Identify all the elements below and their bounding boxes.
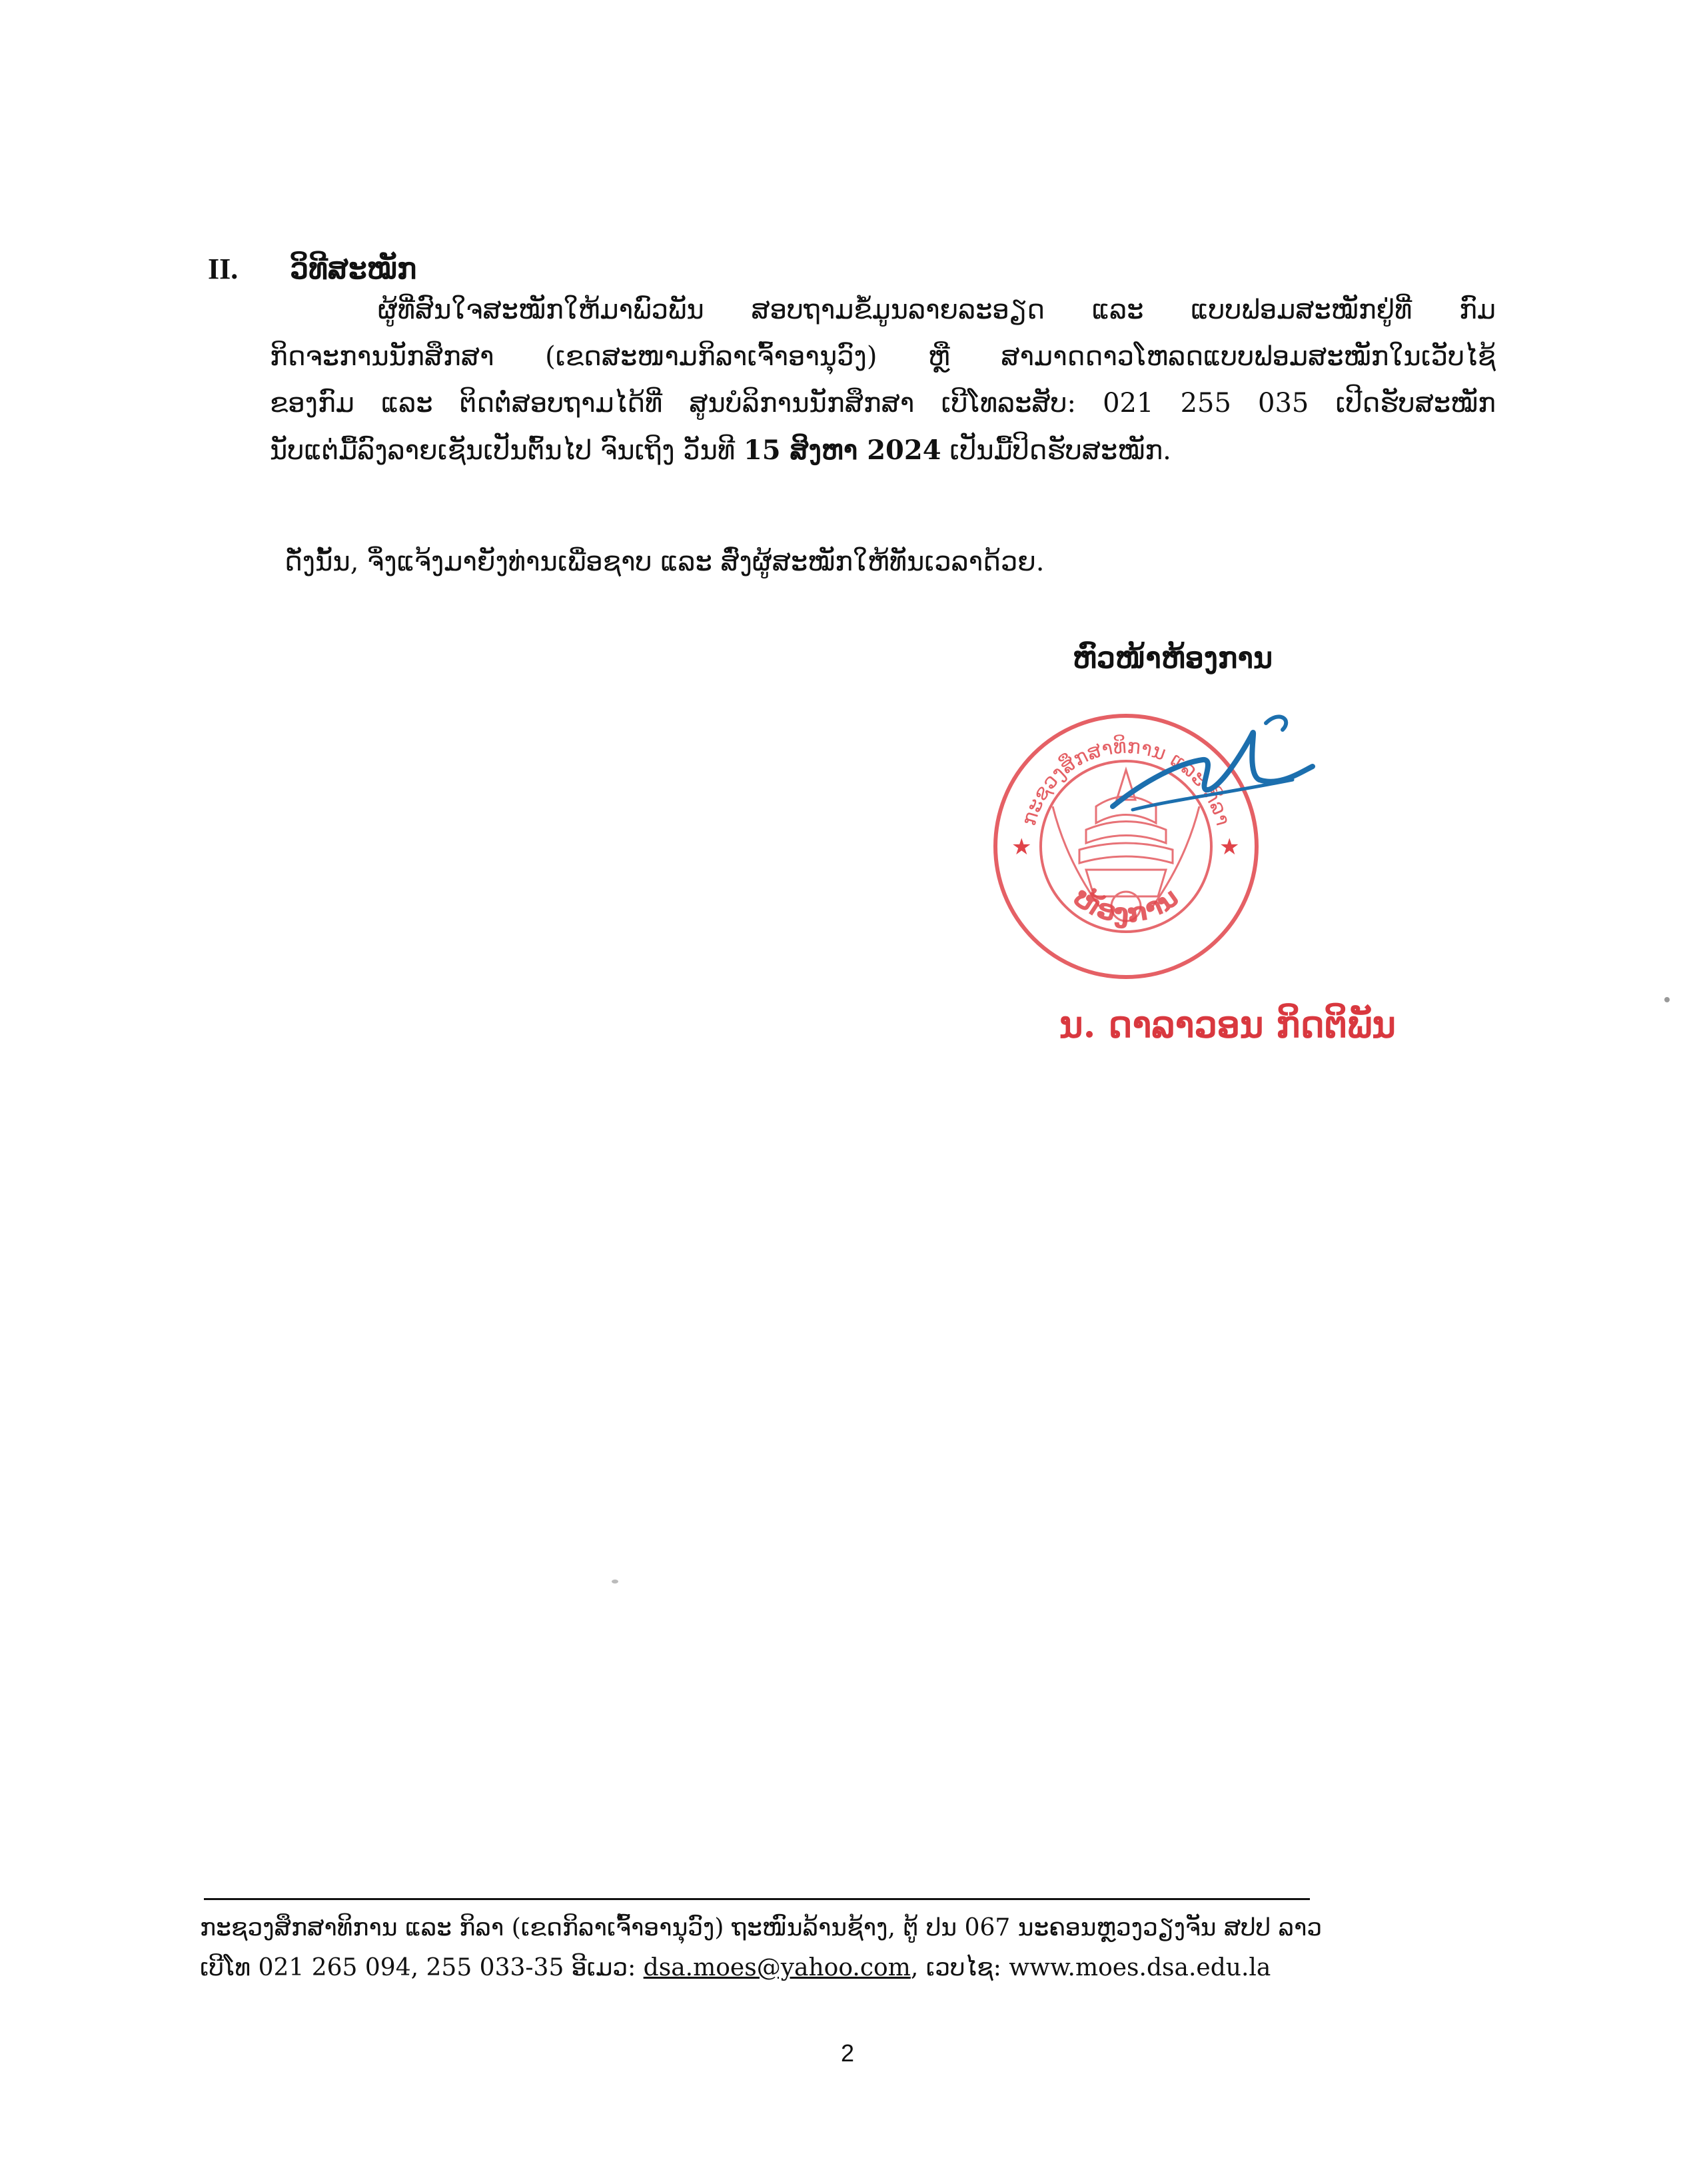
- deadline-date: 15 ສິງຫາ 2024: [743, 435, 941, 466]
- signer-name: ນ. ດາລາວອນ ກິດຕິພັນ: [1059, 1003, 1396, 1046]
- footer-address: ກະຊວງສຶກສາທິການ ແລະ ກິລາ (ເຂດກິລາເຈົ້າອານຸວົງ) ຖະໜົນລ້ານຊ້າງ, ຕູ້ ປນ 067 ນະຄອນຫຼວງວຽງຈັນ ສປປ ລາວ: [200, 1914, 1323, 1941]
- footer-email-link[interactable]: dsa.moes@yahoo.com: [643, 1954, 911, 1981]
- footer-phone: ເບີໂທ 021 265 094, 255 033-35 ອີເມວ:: [200, 1954, 644, 1981]
- scan-speck: [612, 1580, 618, 1584]
- body-line-4-end: ເປັນມື້ປິດຮັບສະໝັກ.: [941, 435, 1171, 466]
- page-number: 2: [841, 2039, 855, 2067]
- stamp-left-star: ★: [1011, 834, 1032, 860]
- footer-website-link[interactable]: www.moes.dsa.edu.la: [1009, 1954, 1271, 1981]
- body-line-1: ຜູ້ທີ່ສົນໃຈສະໝັກໃຫ້ມາພົວພັນ ສອບຖາມຂໍ້ມູນລາຍລະອຽດ ແລະ ແບບຟອມສະໝັກຢູ່ທີ່ ກົມ: [378, 295, 1496, 325]
- stamp-top-text: ກະຊວງສຶກສາທິການ ແລະ ກິລາ: [1017, 734, 1235, 828]
- signatory-title: ຫົວໜ້າຫ້ອງການ: [1073, 641, 1273, 675]
- section-number: II.: [208, 253, 239, 285]
- section-title: ວິທີສະໝັກ: [290, 252, 417, 286]
- body-line-4: [270, 435, 1171, 466]
- stamp-right-star: ★: [1219, 834, 1240, 860]
- closing-sentence: ດັ່ງນັ້ນ, ຈຶ່ງແຈ້ງມາຍັງທ່ານເພື່ອຊາບ ແລະ ສົ່ງຜູ້ສະໝັກໃຫ້ທັນເວລາດ້ວຍ.: [284, 546, 1045, 577]
- body-line-3: ຂອງກົມ ແລະ ຕິດຕໍ່ສອບຖາມໄດ້ທີ່ ສູນບໍລິການນັກສຶກສາ ເບີໂທລະສັບ: 021 255 035 ເປີດຮັບສະໝັກ: [270, 388, 1496, 419]
- footer-website-label: , ເວບໄຊ:: [910, 1954, 1009, 1981]
- section-heading: [208, 252, 416, 286]
- handwritten-signature: [1093, 706, 1319, 840]
- stamp-bottom-text: ຫ້ອງການ: [1067, 882, 1185, 930]
- footer-contact: [200, 1954, 1271, 1981]
- scan-speck: [1664, 997, 1670, 1002]
- footer-divider: [204, 1898, 1310, 1900]
- body-line-2: ກິດຈະການນັກສຶກສາ (ເຂດສະໜາມກິລາເຈົ້າອານຸວົງ) ຫຼື ສາມາດດາວໂຫລດແບບຟອມສະໝັກໃນເວັບໄຊ້: [270, 341, 1496, 372]
- body-line-4-start: ນັບແຕ່ມື້ລົງລາຍເຊັນເປັນຕົ້ນໄປ ຈົນເຖິງ ວັນທີ: [270, 435, 744, 466]
